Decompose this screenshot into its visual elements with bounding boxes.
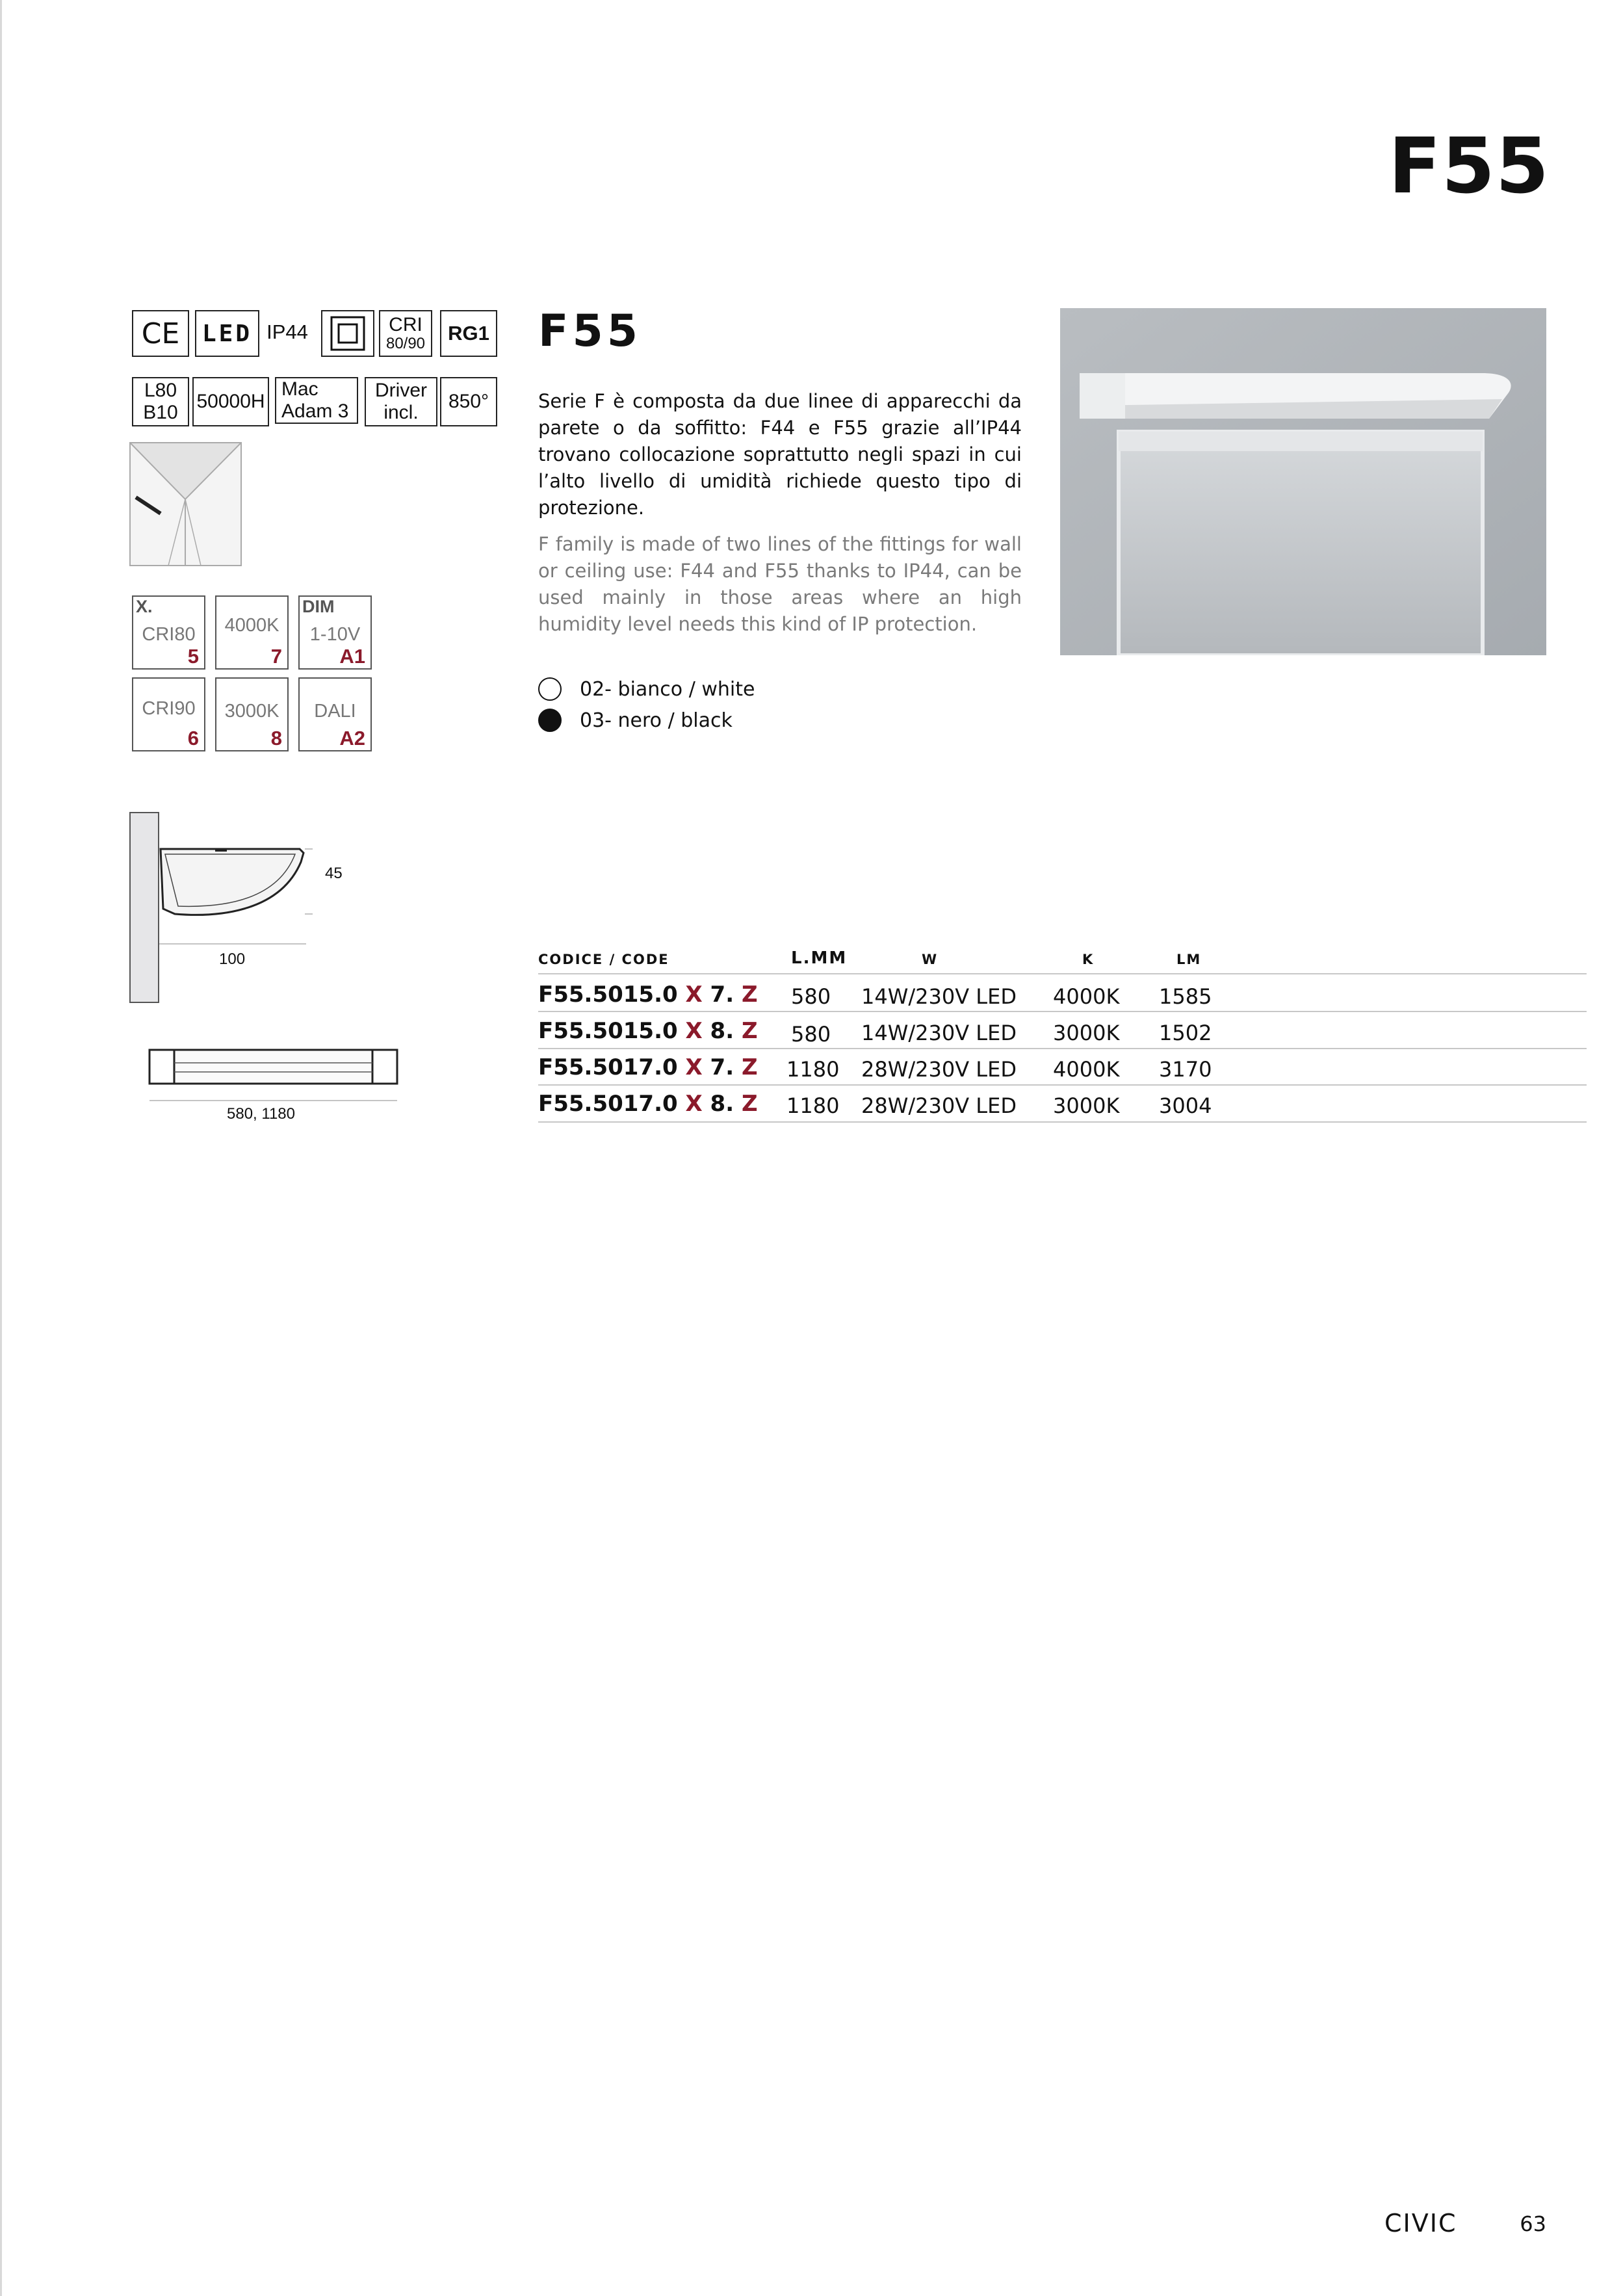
product-name: F55 — [538, 306, 642, 357]
code-mid: 8. — [702, 1018, 742, 1044]
cri-value: 80/90 — [385, 335, 426, 352]
row-kelvin: 4000K — [1053, 984, 1120, 1009]
double-square-icon — [330, 315, 366, 352]
width-dimension: 100 — [219, 950, 246, 968]
row-length: 580 — [791, 984, 831, 1009]
table-rule — [538, 1121, 1587, 1123]
row-lumen: 3170 — [1159, 1057, 1212, 1082]
driver-bottom: incl. — [383, 402, 419, 423]
code-mid: 7. — [702, 1054, 742, 1080]
option-code: 7 — [270, 645, 282, 668]
ip-rating: IP44 — [260, 310, 315, 354]
row-code — [538, 1091, 758, 1117]
code-base: F55.5015.0 — [538, 1018, 686, 1044]
row-code — [538, 982, 758, 1008]
hours-badge: 50000H — [192, 377, 269, 426]
option-label: 4000K — [224, 615, 279, 636]
code-z: Z — [741, 982, 758, 1008]
option-code: A1 — [339, 645, 365, 668]
row-watt: 28W/230V LED — [861, 1057, 1017, 1082]
finish-label: 03- nero / black — [580, 709, 733, 732]
cri-badge — [379, 310, 432, 357]
option-1-10v — [298, 595, 372, 670]
black-swatch-icon — [538, 709, 562, 732]
option-label: CRI90 — [142, 698, 196, 719]
code-base: F55.5015.0 — [538, 982, 686, 1008]
risk-group-badge: RG1 — [440, 310, 497, 357]
macadam-badge — [275, 377, 358, 424]
option-label: DALI — [314, 701, 356, 722]
row-kelvin: 3000K — [1053, 1093, 1120, 1118]
options-header-x: X. — [136, 597, 153, 616]
column-header-kelvin: K — [1082, 952, 1095, 967]
option-cri80 — [132, 595, 205, 670]
row-length: 1180 — [786, 1093, 840, 1118]
macadam-bottom: Adam 3 — [281, 400, 349, 422]
option-cri90 — [132, 677, 205, 751]
code-x: X — [685, 1091, 703, 1117]
code-x: X — [685, 1018, 703, 1044]
row-code — [538, 1018, 758, 1044]
option-code: 5 — [187, 645, 199, 668]
column-header-lumen: LM — [1176, 952, 1202, 967]
row-kelvin: 4000K — [1053, 1057, 1120, 1082]
option-label: CRI80 — [142, 624, 196, 645]
finish-black — [538, 706, 733, 735]
column-header-code: CODICE / CODE — [538, 952, 669, 967]
cri-label: CRI — [389, 314, 422, 335]
driver-top: Driver — [375, 380, 427, 401]
row-length: 580 — [791, 1022, 831, 1047]
option-code: 8 — [270, 727, 282, 750]
lifetime-badge — [132, 377, 189, 426]
options-header-dim: DIM — [302, 597, 335, 616]
product-photo — [1060, 308, 1546, 655]
table-rule — [538, 1011, 1587, 1012]
code-mid: 7. — [702, 982, 742, 1008]
option-label: 3000K — [224, 701, 279, 722]
table-rule — [538, 1048, 1587, 1049]
driver-badge — [365, 377, 437, 426]
table-rule — [538, 1084, 1587, 1086]
code-base: F55.5017.0 — [538, 1054, 686, 1080]
option-code: A2 — [339, 727, 365, 750]
column-header-length: L.MM — [791, 948, 848, 968]
led-badge: LED — [195, 310, 259, 357]
description-english: F family is made of two lines of the fittings for wall or ceiling use: F44 and F55 thanks to IP44, can be used mainly in those areas where an high humidity level needs this kind of IP protection. — [538, 533, 1022, 635]
page-title: F55 — [1388, 121, 1550, 211]
class-ii-icon — [321, 310, 374, 357]
table-rule — [538, 973, 1587, 974]
finish-white — [538, 675, 755, 703]
option-dali — [298, 677, 372, 751]
cross-section-drawing — [129, 810, 318, 1005]
description-italian: Serie F è composta da due linee di apparecchi da parete o da soffitto: F44 e F55 grazie all’IP44 trovano collocazione soprattutto negli spazi in cui l’alto livello di umidità richiede questo tipo di protezione. — [538, 390, 1022, 519]
page-number: 63 — [1520, 2211, 1546, 2236]
code-z: Z — [741, 1054, 758, 1080]
white-swatch-icon — [538, 677, 562, 701]
macadam-top: Mac — [281, 378, 318, 400]
code-base: F55.5017.0 — [538, 1091, 686, 1117]
code-z: Z — [741, 1091, 758, 1117]
brand-logo: CIVIC — [1384, 2209, 1457, 2237]
row-watt: 14W/230V LED — [861, 984, 1017, 1009]
code-x: X — [685, 982, 703, 1008]
page-edge — [0, 0, 2, 2296]
wall-ceiling-mounting-diagram — [129, 442, 242, 566]
code-z: Z — [741, 1018, 758, 1044]
option-4000k — [215, 595, 289, 670]
row-code — [538, 1054, 758, 1080]
ce-mark: CE — [132, 310, 189, 357]
option-3000k — [215, 677, 289, 751]
option-code: 6 — [187, 727, 199, 750]
row-watt: 14W/230V LED — [861, 1021, 1017, 1045]
option-label: 1-10V — [309, 624, 361, 645]
row-kelvin: 3000K — [1053, 1021, 1120, 1045]
lifetime-b: B10 — [143, 402, 178, 423]
code-mid: 8. — [702, 1091, 742, 1117]
row-lumen: 3004 — [1159, 1093, 1212, 1118]
row-lumen: 1502 — [1159, 1021, 1212, 1045]
row-lumen: 1585 — [1159, 984, 1212, 1009]
depth-dimension: 45 — [325, 865, 343, 882]
glow-wire-badge: 850° — [440, 377, 497, 426]
length-dimension: 580, 1180 — [227, 1105, 295, 1123]
side-view-drawing — [148, 1043, 398, 1108]
row-watt: 28W/230V LED — [861, 1093, 1017, 1118]
lifetime-l: L80 — [144, 380, 177, 401]
row-length: 1180 — [786, 1057, 840, 1082]
finish-label: 02- bianco / white — [580, 677, 755, 701]
code-x: X — [685, 1054, 703, 1080]
column-header-watt: W — [922, 952, 939, 967]
